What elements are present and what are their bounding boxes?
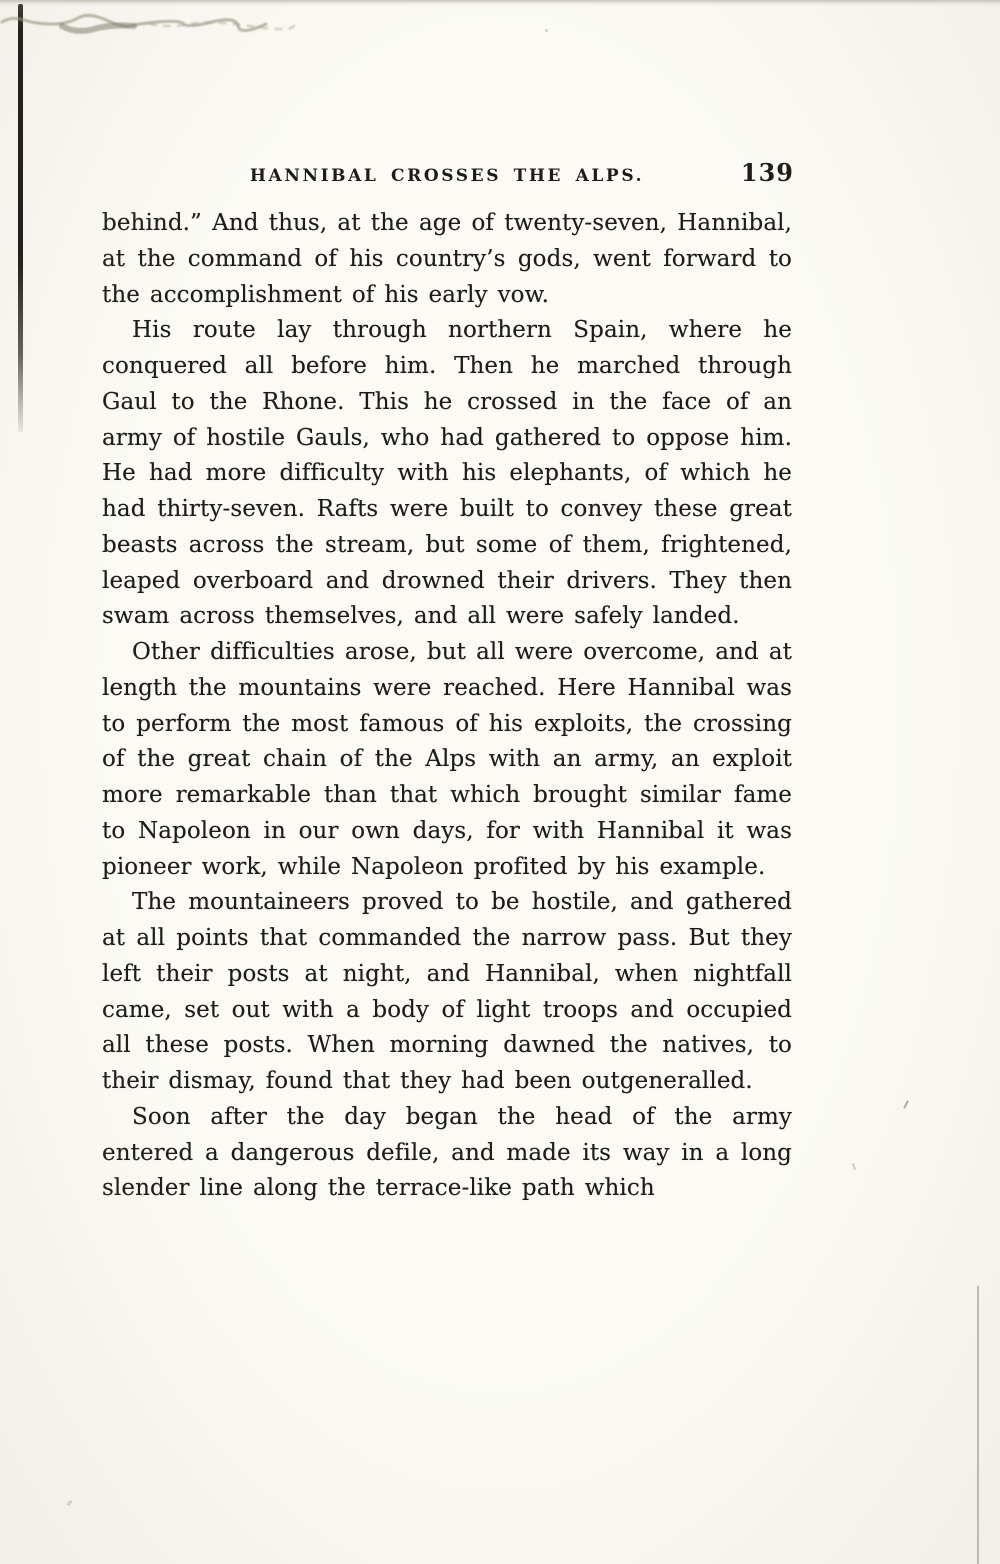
page-text-block: [102, 158, 792, 1207]
scan-speck-artifact: [545, 29, 548, 32]
binding-edge-artifact: [18, 4, 23, 432]
scan-speck-artifact: [903, 1100, 909, 1109]
paragraph-mountaineers-hostile: The mountaineers proved to be hostile, and gathered at all points that commanded the narrow pass. But they left their posts at night, and Hannibal, when nightfall came, set out with a body of light troops and occupied all these posts. When morning dawned the natives, to their dismay, found that they had been outgeneralled.: [102, 889, 792, 1094]
body-text: [102, 206, 792, 1207]
scan-right-line-artifact: [977, 1286, 979, 1564]
paragraph-mountains-reached: Other difficulties arose, but all were overcome, and at length the mountains were reached. Here Hannibal was to perform the most famous of his exploits, the crossing of the great chain of the Alps with an army, an exploit more remarkable than that which brought similar fame to Napoleon in our own days, for with Hannibal it was pioneer work, while Napoleon profited by his example.: [102, 639, 792, 880]
scan-smudge-artifact: [0, 6, 300, 46]
paragraph-continuation: behind.” And thus, at the age of twenty-seven, Hannibal, at the command of his country’s gods, went forward to the accomplishment of his early vow.: [102, 210, 792, 308]
scan-speck-artifact: [852, 1163, 856, 1170]
running-header-title: HANNIBAL CROSSES THE ALPS.: [249, 166, 645, 186]
paragraph-dangerous-defile: Soon after the day began the head of the army entered a dangerous defile, and made its way in a long slender line along the terrace-like path which: [102, 1103, 792, 1202]
scan-speck-artifact: [66, 1500, 72, 1507]
paragraph-route-through-spain: His route lay through northern Spain, where he conquered all before him. Then he marched through Gaul to the Rhone. This he crossed in the face of an army of hostile Gauls, who had gathered to oppose him. He had more difficulty with his elephants, of which he had thirty-seven. Rafts were built to convey these great beasts across the stream, but some of them, frightened, leaped overboard and drowned their drivers. They then swam across themselves, and all were safely landed.: [102, 317, 792, 630]
page-number: 139: [740, 158, 794, 187]
page-header: [102, 158, 792, 194]
